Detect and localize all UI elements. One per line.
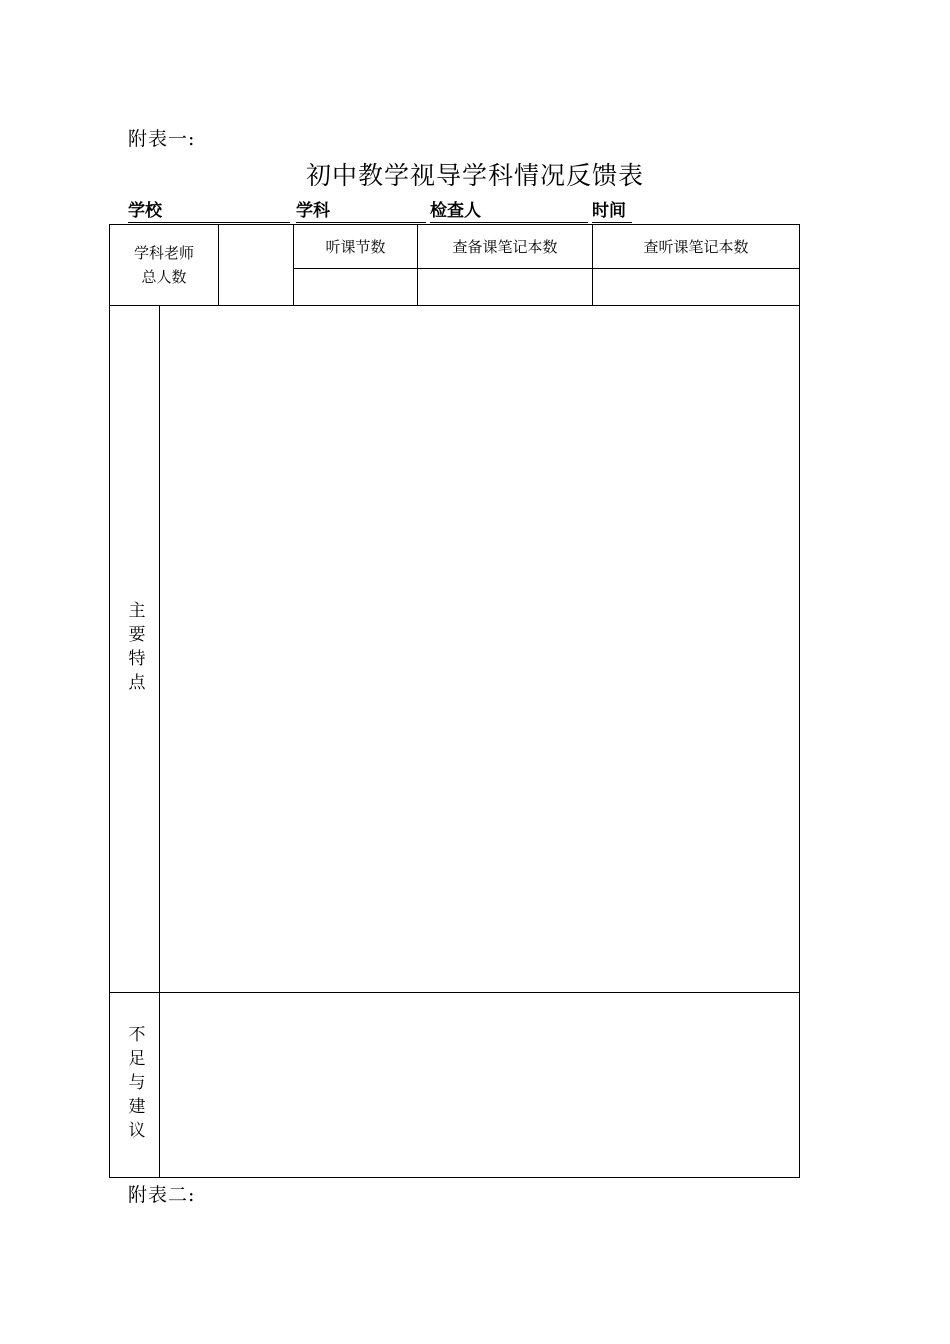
shortcomings-label: 不足与建议	[124, 1025, 145, 1145]
main-features-label-cell	[110, 306, 159, 992]
header-fields	[0, 199, 950, 225]
shortcomings-content-cell[interactable]	[160, 993, 799, 1177]
school-field[interactable]: 学校	[128, 199, 290, 223]
table-border-right	[799, 224, 800, 1178]
teacher-count-label	[110, 225, 218, 305]
teacher-count-label-line2: 总人数	[141, 268, 187, 286]
main-features-content-cell[interactable]	[160, 306, 799, 992]
inspector-field[interactable]: 检查人	[430, 199, 588, 223]
appendix-one-label: 附表一:	[128, 128, 196, 150]
listen-notebooks-label: 查听课笔记本数	[643, 237, 749, 256]
listen-notebooks-value-cell[interactable]	[593, 269, 799, 305]
teacher-count-label-line1: 学科老师	[133, 244, 194, 262]
time-field[interactable]: 时间	[592, 199, 632, 223]
lessons-heard-value-cell[interactable]	[294, 269, 417, 305]
appendix-two-label: 附表二:	[128, 1184, 196, 1206]
page-title: 初中教学视导学科情况反馈表	[305, 161, 644, 190]
prep-notebooks-label: 查备课笔记本数	[452, 237, 558, 256]
teacher-count-value-cell[interactable]	[219, 225, 293, 305]
table-border-bottom	[109, 1177, 800, 1178]
prep-notebooks-value-cell[interactable]	[418, 269, 592, 305]
lessons-heard-label: 听课节数	[325, 237, 386, 256]
subject-field[interactable]: 学科	[296, 199, 426, 223]
main-features-label: 主要特点	[124, 601, 145, 697]
shortcomings-label-cell	[110, 993, 159, 1177]
